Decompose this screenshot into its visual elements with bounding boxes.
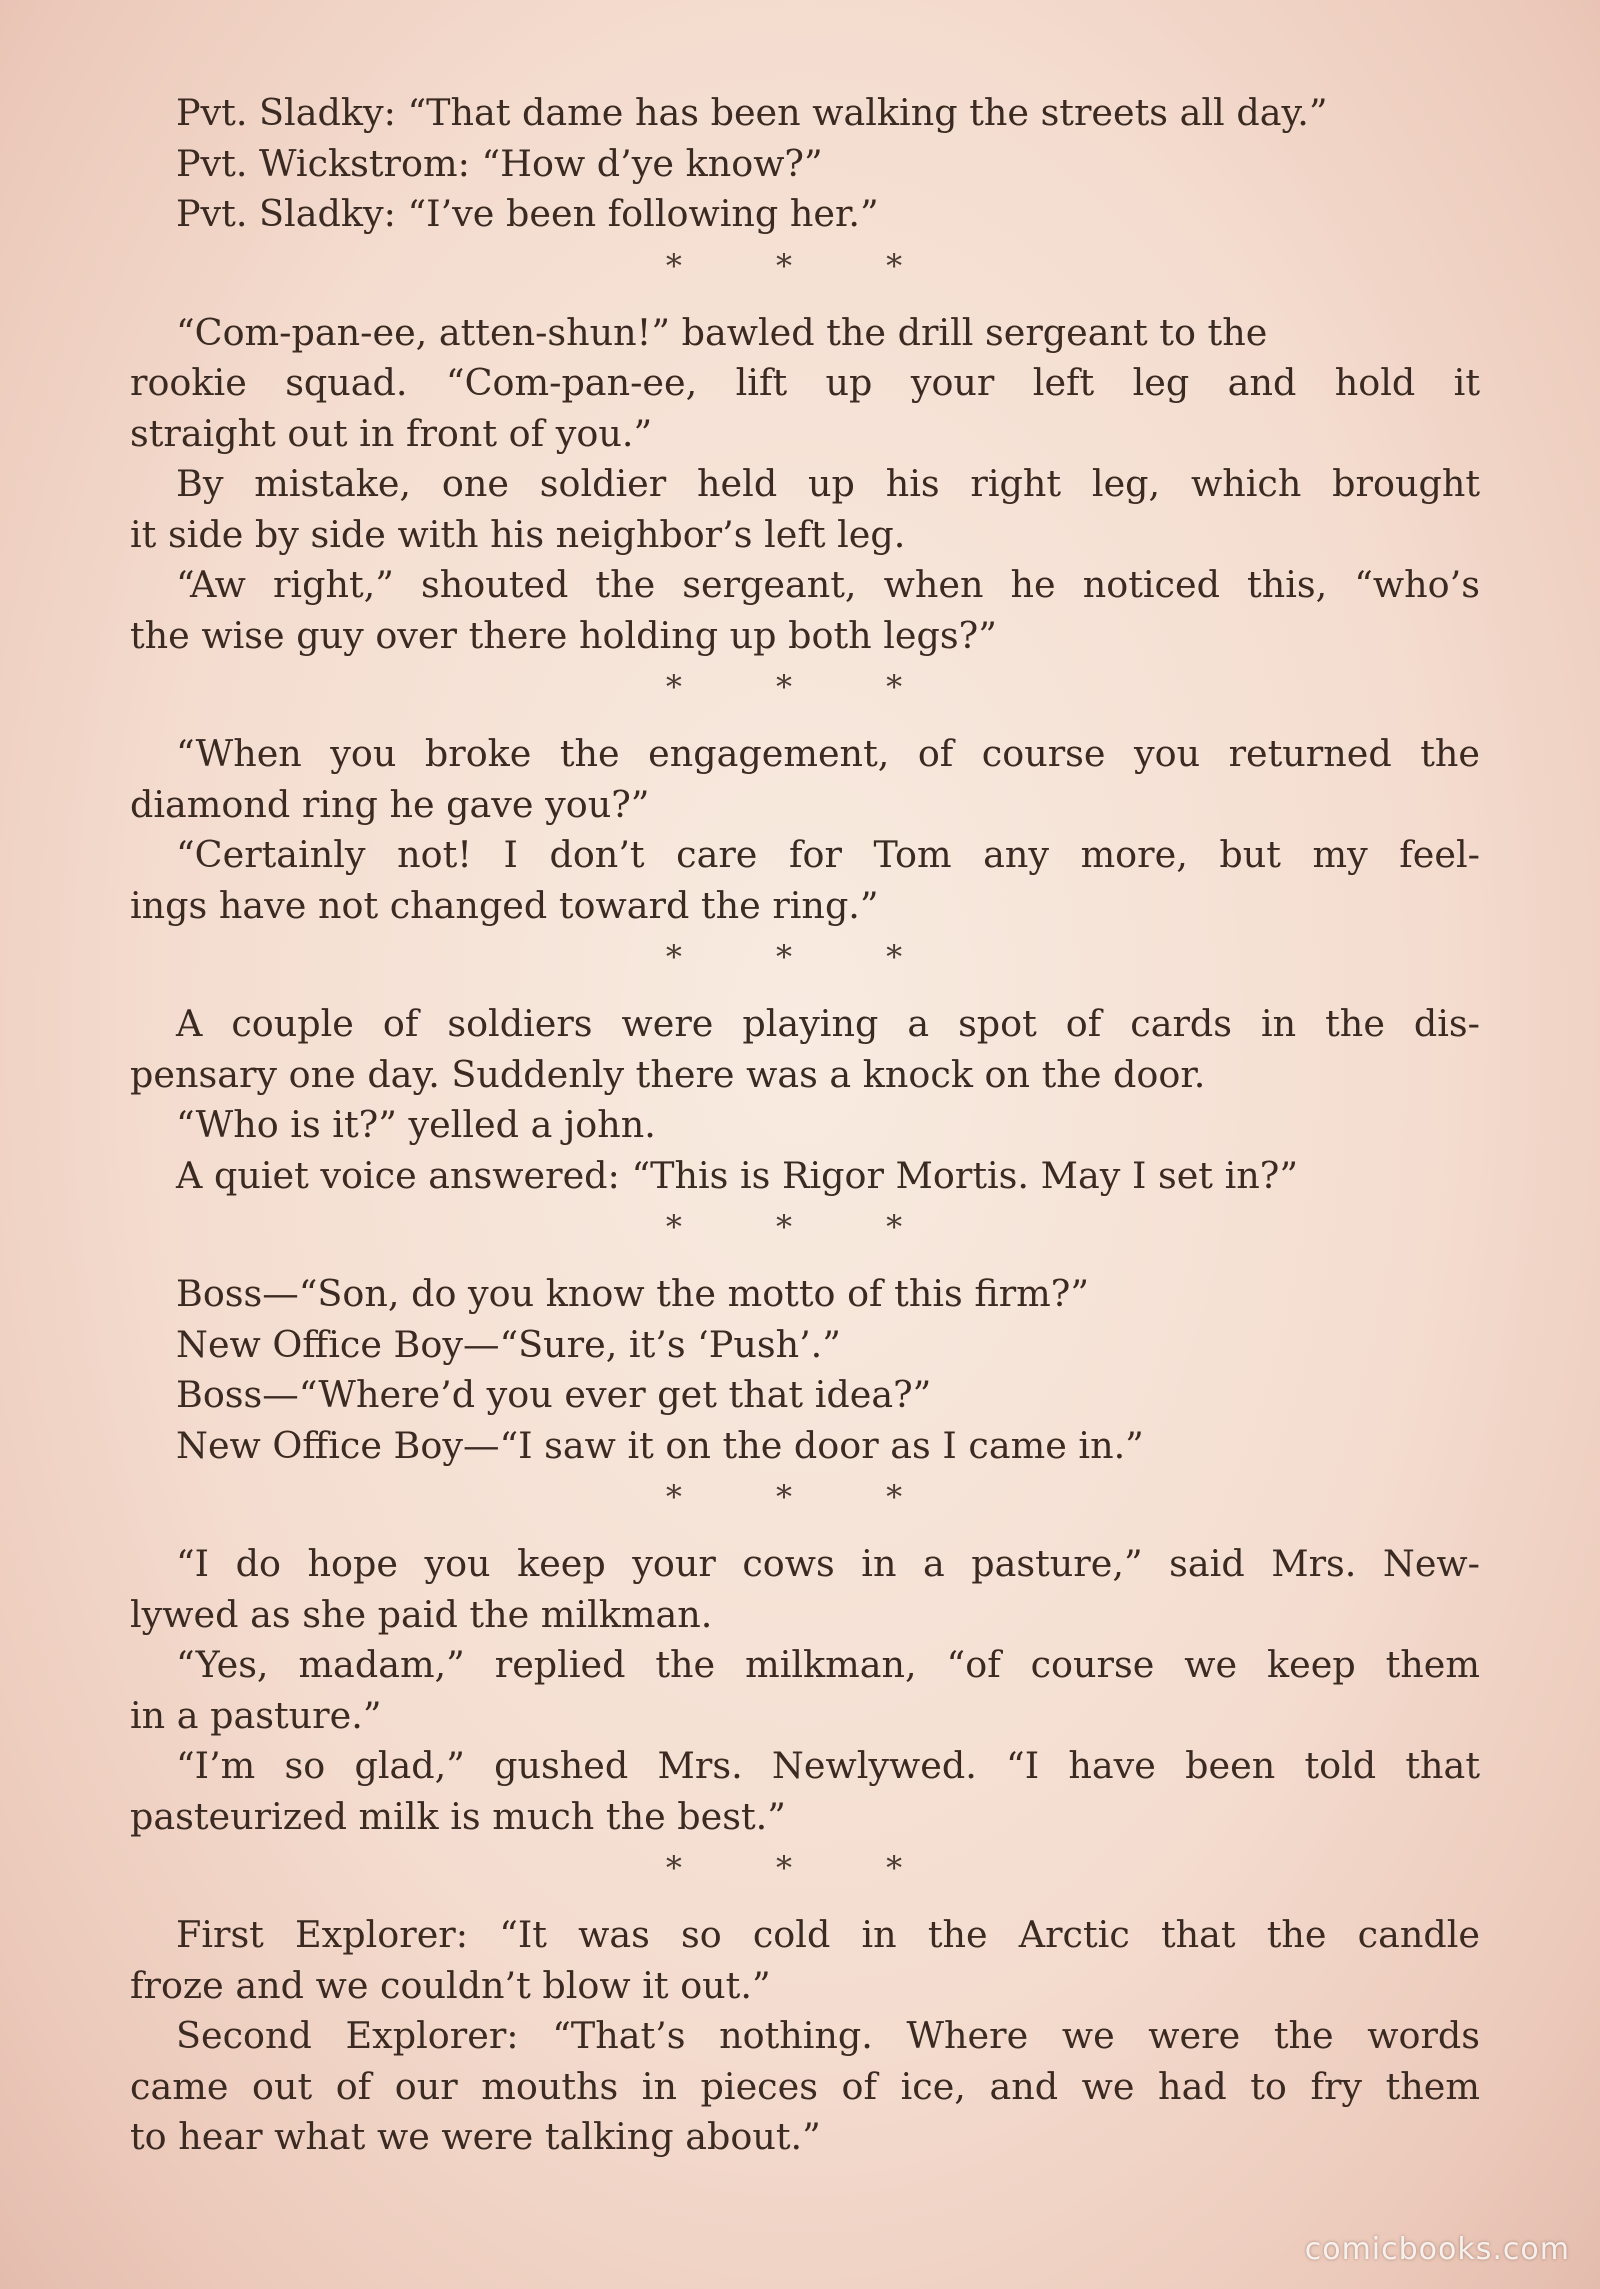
site-watermark: comicbooks.com (1304, 2232, 1570, 2267)
joke-line: By mistake, one soldier held up his right leg, which brought (176, 462, 1480, 505)
joke-line: “Certainly not! I don’t care for Tom any more, but my feel- (176, 833, 1480, 876)
joke-line: ings have not changed toward the ring.” (130, 883, 879, 927)
joke-drill-sergeant (130, 308, 1480, 662)
joke-line: lywed as she paid the milkman. (130, 1592, 713, 1636)
joke-milkman (130, 1539, 1480, 1842)
joke-sladky (130, 88, 1480, 240)
joke-line: came out of our mouths in pieces of ice, and we had to fry them (130, 2064, 1480, 2108)
joke-explorers (130, 1910, 1480, 2163)
joke-line: “Yes, madam,” replied the milkman, “of course we keep them (176, 1643, 1480, 1686)
joke-line: “I do hope you keep your cows in a pasture,” said Mrs. New- (176, 1542, 1480, 1585)
joke-line: First Explorer: “It was so cold in the Arctic that the candle (176, 1913, 1480, 1956)
separator: * * * (665, 1208, 945, 1246)
joke-line: diamond ring he gave you?” (130, 782, 650, 826)
joke-line: “I’m so glad,” gushed Mrs. Newlywed. “I have been told that (176, 1744, 1480, 1787)
joke-line: “Who is it?” yelled a john. (176, 1103, 656, 1146)
joke-line: Second Explorer: “That’s nothing. Where we were the words (176, 2014, 1480, 2057)
joke-line: to hear what we were talking about.” (130, 2115, 821, 2158)
joke-line: in a pasture.” (130, 1693, 382, 1737)
joke-line: A couple of soldiers were playing a spot of cards in the dis- (176, 1002, 1480, 1045)
joke-rigor-mortis (130, 999, 1480, 1201)
joke-line: straight out in front of you.” (130, 411, 653, 455)
joke-line: New Office Boy—“Sure, it’s ‘Push’.” (176, 1322, 841, 1366)
separator: * * * (665, 668, 945, 706)
separator: * * * (665, 246, 945, 285)
joke-line: Pvt. Sladky: “That dame has been walking the streets all day.” (176, 91, 1328, 134)
joke-page (130, 88, 1480, 2163)
joke-line: “When you broke the engagement, of course you returned the (176, 732, 1480, 775)
joke-line: pasteurized milk is much the best.” (130, 1794, 786, 1838)
joke-engagement-ring (130, 729, 1480, 931)
joke-line: it side by side with his neighbor’s left leg. (130, 512, 906, 556)
joke-line: Boss—“Son, do you know the motto of this firm?” (176, 1272, 1089, 1315)
joke-line: Pvt. Sladky: “I’ve been following her.” (176, 192, 879, 235)
joke-line: the wise guy over there holding up both legs?” (130, 613, 997, 657)
joke-office-boy (130, 1269, 1480, 1471)
joke-line: pensary one day. Suddenly there was a knock on the door. (130, 1052, 1206, 1096)
separator: * * * (665, 1478, 945, 1516)
separator: * * * (665, 938, 945, 976)
joke-line: froze and we couldn’t blow it out.” (130, 1963, 771, 2007)
joke-line: rookie squad. “Com-pan-ee, lift up your left leg and hold it (130, 361, 1480, 404)
joke-line: “Aw right,” shouted the sergeant, when he noticed this, “who’s (176, 563, 1480, 606)
joke-line: “Com-pan-ee, atten-shun!” bawled the drill sergeant to the (176, 310, 1268, 354)
joke-line: Boss—“Where’d you ever get that idea?” (176, 1373, 932, 1416)
joke-line: A quiet voice answered: “This is Rigor Mortis. May I set in?” (176, 1153, 1298, 1197)
joke-line: New Office Boy—“I saw it on the door as I came in.” (176, 1423, 1144, 1467)
separator: * * * (665, 1849, 945, 1887)
joke-line: Pvt. Wickstrom: “How d’ye know?” (176, 141, 823, 185)
